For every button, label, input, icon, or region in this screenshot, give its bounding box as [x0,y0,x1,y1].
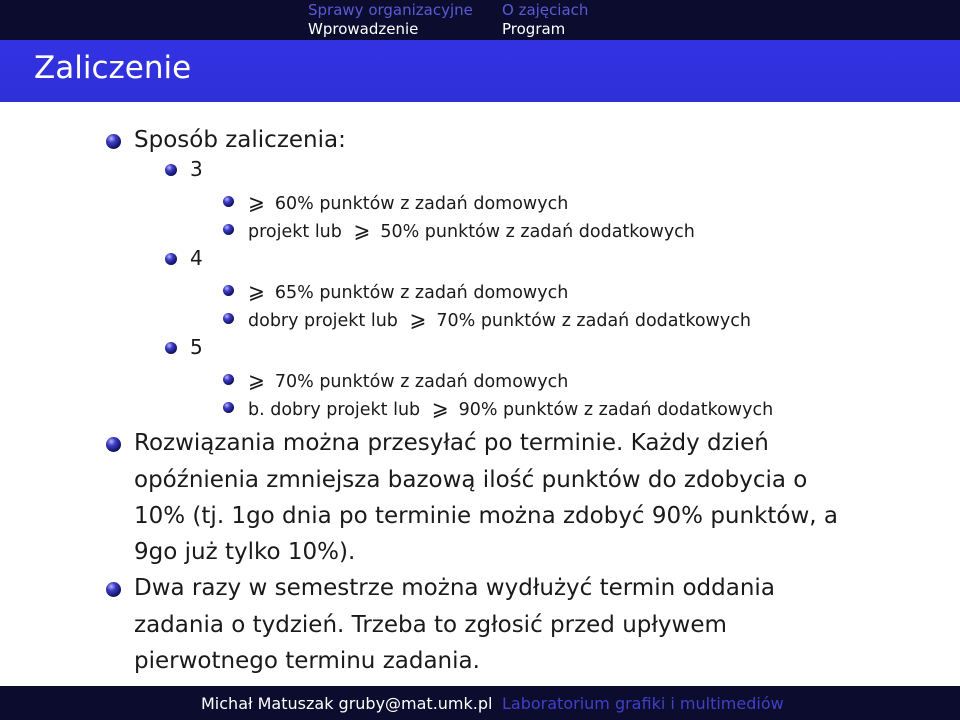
list-item-rozwiazania-line-2: opóźnienia zmniejsza bazową ilość punktów do zdobycia o [134,467,808,493]
requirement-prefix: dobry projekt lub [248,311,398,331]
grade-3-requirement-b [248,218,695,242]
requirement-prefix: b. dobry projekt lub [248,400,421,420]
footer-author: Michał Matuszak gruby@mat.umk.pl [201,694,493,713]
bullet-ball-icon [223,196,234,207]
greater-equal-icon: ⩾ [248,278,265,304]
requirement-text: 70% punktów z zadań domowych [274,372,569,392]
list-item-rozwiazania-line-3: 10% (tj. 1go dnia po terminie można zdobyć 90% punktów, a [134,503,839,529]
slide-title: Zaliczenie [34,50,192,86]
requirement-text: 50% punktów z zadań dodatkowych [380,222,695,242]
footer [0,686,960,720]
grade-5: 5 [190,335,203,359]
bullet-ball-icon [165,164,177,176]
requirement-text: 90% punktów z zadań dodatkowych [458,400,774,420]
list-item-dwa-razy-line-2: zadania o tydzień. Trzeba to zgłosić przed upływem [134,612,727,638]
list-item-sposob: Sposób zaliczenia: [134,127,346,153]
footer-course: Laboratorium grafiki i multimediów [502,694,784,713]
requirement-text: 70% punktów z zadań dodatkowych [436,311,751,331]
list-item-rozwiazania-line-1: Rozwiązania można przesyłać po terminie. Każdy dzień [134,430,769,456]
greater-equal-icon: ⩾ [353,217,371,243]
grade-5-requirement-a [248,368,568,392]
bullet-ball-icon [165,342,177,354]
slide-content [0,102,960,686]
nav-link-o-zajeciach[interactable]: O zajęciach [502,1,589,19]
bullet-ball-icon [223,224,234,235]
grade-4-requirement-b [248,307,751,331]
bullet-ball-icon [106,134,121,149]
list-item-dwa-razy-line-1: Dwa razy w semestrze można wydłużyć termin oddania [134,575,775,601]
grade-5-requirement-b [248,396,773,420]
bullet-ball-icon [106,582,121,597]
grade-3: 3 [190,157,203,181]
header-navigation [0,0,960,40]
greater-equal-icon: ⩾ [431,395,449,421]
requirement-text: 60% punktów z zadań domowych [274,194,569,214]
greater-equal-icon: ⩾ [248,367,265,393]
nav-link-program[interactable]: Program [502,20,566,38]
grade-4: 4 [190,246,203,270]
requirement-text: 65% punktów z zadań domowych [274,283,569,303]
greater-equal-icon: ⩾ [248,189,265,215]
bullet-ball-icon [223,313,234,324]
nav-section-left [308,1,473,39]
footer-course-panel [480,686,960,720]
requirement-prefix: projekt lub [248,222,342,242]
bullet-ball-icon [223,402,234,413]
bullet-ball-icon [106,437,121,452]
grade-3-requirement-a [248,190,568,214]
nav-section-right [502,1,588,39]
bullet-ball-icon [223,374,234,385]
list-item-rozwiazania-line-4: 9go już tylko 10%). [134,539,356,565]
nav-link-sprawy-organizacyjne[interactable]: Sprawy organizacyjne [308,1,473,19]
list-item-dwa-razy-line-3: pierwotnego terminu zadania. [134,648,480,674]
greater-equal-icon: ⩾ [409,306,427,332]
grade-4-requirement-a [248,279,568,303]
title-bar [0,40,960,102]
nav-link-wprowadzenie[interactable]: Wprowadzenie [308,20,419,38]
bullet-ball-icon [223,285,234,296]
bullet-ball-icon [165,253,177,265]
footer-author-panel [0,686,493,720]
